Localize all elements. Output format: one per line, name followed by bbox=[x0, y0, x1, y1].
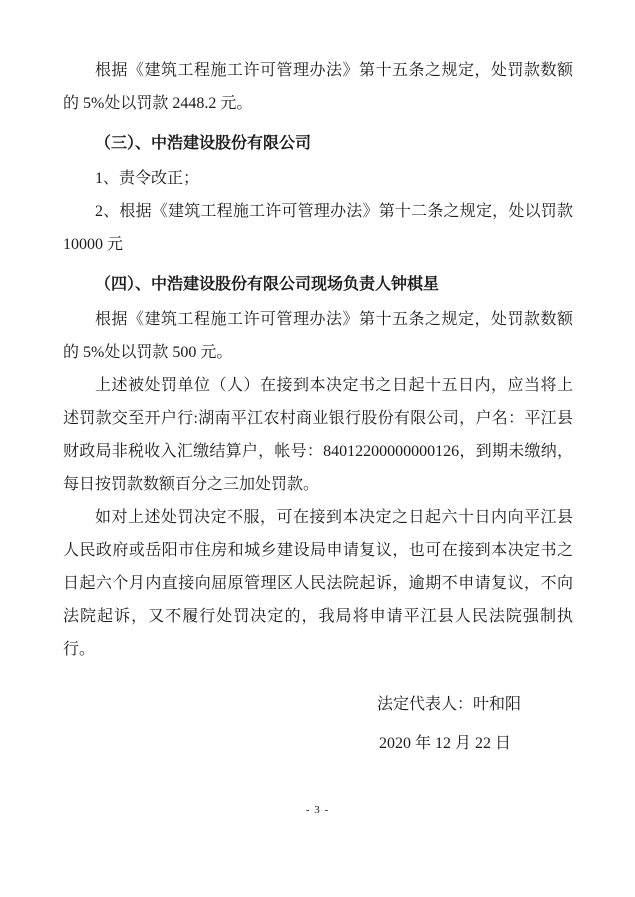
paragraph-order-correction: 1、责令改正； bbox=[95, 170, 200, 187]
paragraph-penalty-amount-1: 根据《建筑工程施工许可管理办法》第十五条之规定，处罚款数额的 5%处以罚款 2448.2 元。 bbox=[63, 62, 573, 112]
paragraph-penalty-amount-2: 根据《建筑工程施工许可管理办法》第十五条之规定，处罚款数额的 5%处以罚款 500 元。 bbox=[63, 311, 573, 361]
signature-block bbox=[63, 688, 573, 760]
section-heading-four: （四）、中浩建设股份有限公司现场负责人钟棋星 bbox=[95, 276, 440, 293]
paragraph-fine-10000: 2、根据《建筑工程施工许可管理办法》第十二条之规定，处以罚款 10000 元 bbox=[63, 203, 573, 253]
section-heading-three: （三）、中浩建设股份有限公司 bbox=[95, 135, 312, 152]
document-body bbox=[63, 54, 573, 760]
paragraph-appeal-rights: 如对上述处罚决定不服，可在接到本决定之日起六十日内向平江县人民政府或岳阳市住房和城乡建设局申请复议，也可在接到本决定书之日起六个月内直接向屈原管理区人民法院起诉，逾期不申请复议，不向法院起诉，又不履行处罚决定的，我局将申请平江县人民法院强制执行。 bbox=[63, 509, 573, 658]
date-line: 2020 年 12 月 22 日 bbox=[378, 735, 511, 752]
page-number: - 3 - bbox=[305, 804, 330, 816]
paragraph-payment-instructions: 上述被处罚单位（人）在接到本决定书之日起十五日内，应当将上述罚款交至开户行:湖南平江农村商业银行股份有限公司，户名：平江县财政局非税收入汇缴结算户，帐号：84012200000000126，到期未缴纳，每日按罚款数额百分之三加处罚款。 bbox=[63, 377, 573, 493]
legal-representative-line: 法定代表人：叶和阳 bbox=[376, 696, 521, 713]
